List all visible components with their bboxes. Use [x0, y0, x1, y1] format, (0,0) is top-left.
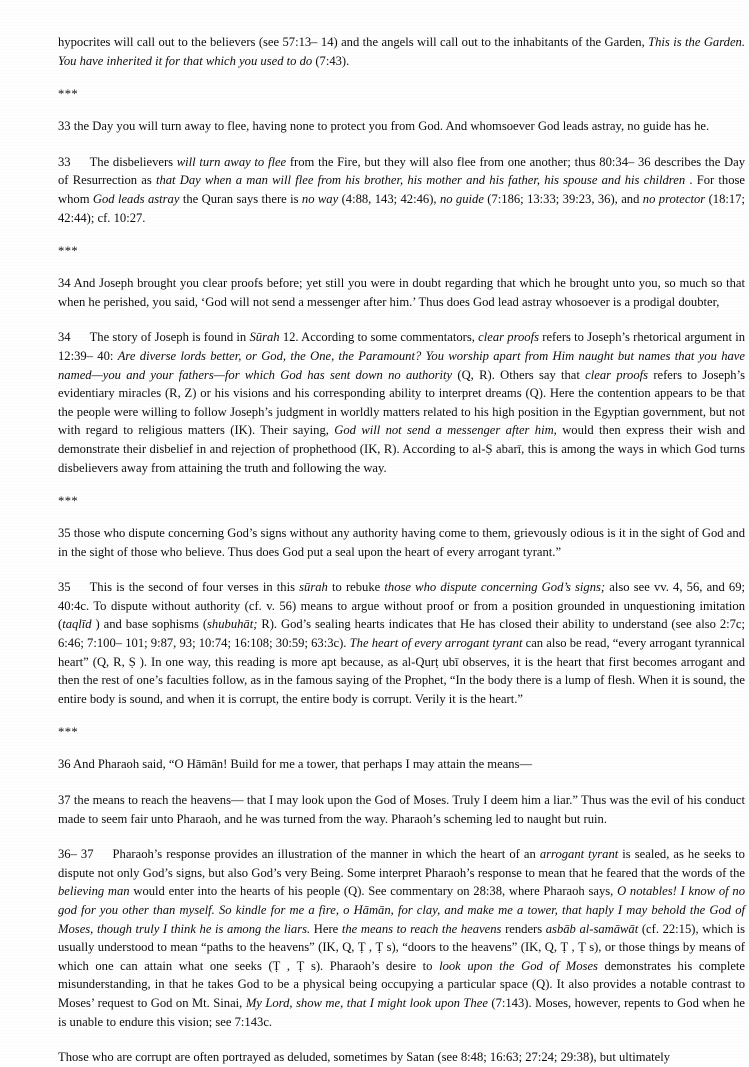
- body-text: refers to Joseph’s rhetorical argument in 12:39– 40:: [58, 330, 746, 363]
- section-separator: ***: [58, 87, 79, 102]
- body-text: the means to reach the heavens— that I may look upon the God of Moses. Truly I deem him a liar.” Thus was the evil of his conduct made to seem fair unto Pharaoh, and he was turned from the way. Pharaoh’s scheming led to naught but ruin.: [58, 793, 745, 826]
- body-text: hypocrites will call out to the believers (see 57:13– 14) and the angels will call out to the inhabitants of the Garden,: [58, 35, 649, 49]
- page-text-column: [58, 33, 745, 1067]
- body-text: the Quran says there is: [179, 191, 302, 206]
- emphasis-text: look upon the God of Moses: [439, 958, 598, 973]
- commentary-paragraph: [58, 578, 745, 708]
- verse-number: 34: [58, 276, 71, 291]
- body-text: is sealed, as he seeks to dispute not only God’s signs, but also God’s very Being. Some interpret Pharaoh’s response to mean that he feared that the words of the: [58, 847, 745, 880]
- body-text: demonstrates his complete misunderstanding, in that he takes God to be a physical being occupying a particular space (Q). It also provides a notable contrast to Moses’ request to God on Mt. Sinai,: [58, 958, 746, 1010]
- section-separator: ***: [58, 494, 79, 509]
- body-paragraph: [58, 1048, 745, 1067]
- body-text: This is the second of four verses in this: [89, 580, 300, 595]
- body-text: to rebuke: [327, 580, 385, 595]
- verse-paragraph: [58, 524, 745, 561]
- verse-number-gap: [71, 578, 90, 597]
- body-text: . For those whom: [58, 173, 745, 206]
- section-separator: ***: [58, 244, 79, 259]
- emphasis-text: will turn away to flee: [176, 154, 287, 169]
- emphasis-text: the means to reach the heavens: [341, 921, 502, 936]
- emphasis-text: shubuhāt;: [207, 617, 258, 632]
- verse-number-gap: [71, 153, 90, 172]
- body-text: (Q, R). Others say that: [452, 367, 586, 382]
- body-text: (7:186; 13:33; 39:23, 36), and: [483, 191, 643, 206]
- body-text: The story of Joseph is found in: [89, 330, 250, 345]
- emphasis-text: God will not send a messenger after him,: [334, 423, 557, 438]
- body-text: And Joseph brought you clear proofs before; yet still you were in doubt regarding that which he brought unto you, so much so that when he perished, you said, ‘God will not send a messenger after him.’ Thus does God lead astray whosoever is a prodigal doubter,: [58, 276, 745, 309]
- body-text: The disbelievers: [89, 154, 177, 169]
- body-text: R). God’s sealing hearts indicates that He has closed their ability to understand (see also 2:7c; 6:46; 7:100– 101; 9:87, 93; 10:74; 16:108; 30:59; 63:3c).: [58, 617, 745, 651]
- emphasis-text: believing man: [58, 884, 130, 899]
- verse-number-gap: [71, 328, 90, 347]
- commentary-paragraph: [58, 153, 745, 227]
- body-text: Here: [310, 921, 342, 936]
- emphasis-text: no guide: [439, 191, 484, 206]
- commentary-paragraph: [58, 845, 745, 1031]
- body-paragraph: [58, 33, 745, 70]
- emphasis-text: clear proofs: [585, 367, 649, 382]
- body-text: ) and base sophisms (: [91, 617, 208, 632]
- emphasis-text: Are diverse lords better, or God, the One, the Paramount? You worship apart from Him naught but names that you have named—you and your fathers—for which God has sent down no authority: [58, 348, 745, 382]
- body-text: And Pharaoh said, “O Hāmān! Build for me a tower, that perhaps I may attain the means—: [70, 757, 533, 772]
- emphasis-text: asbāb al-samāwāt: [545, 921, 639, 936]
- emphasis-text: sūrah: [299, 580, 328, 595]
- verse-number: 37: [58, 793, 71, 808]
- body-text: Pharaoh’s response provides an illustration of the manner in which the heart of an: [112, 847, 540, 862]
- emphasis-text: Sūrah: [249, 330, 280, 345]
- emphasis-text: My Lord, show me, that I might look upon Thee: [245, 995, 488, 1010]
- emphasis-text: O notables! I know of no god for you other than myself. So kindle for me a fire, o Hāmān, for clay, and make me a tower, that haply I may behold the God of Moses, though truly I think he is among the liars.: [58, 884, 745, 936]
- verse-number: 35: [58, 580, 71, 595]
- emphasis-text: This is the Garden. You have inherited it for that which you used to do: [58, 35, 745, 68]
- emphasis-text: those who dispute concerning God’s signs;: [384, 580, 606, 595]
- verse-number: 36– 37: [58, 847, 94, 862]
- verse-number: 36: [58, 757, 71, 772]
- body-text: would enter into the hearts of his people (Q). See commentary on 28:38, where Pharaoh says,: [129, 884, 618, 899]
- body-text: can also be read, “every arrogant tyrannical heart” (Q, R, Ṣ ). In one way, this reading is more apt because, as al-Qurṭ ubī observes, it is the heart that first becomes arrogant and then the rest of one’s faculties follow, as in the famous saying of the Prophet, “In the body there is a lump of flesh. When it is sound, the entire body is sound, and when it is corrupt, the entire body is corrupt. Verily it is the heart.”: [58, 636, 746, 706]
- body-text: those who dispute concerning God’s signs without any authority having come to them, grievously odious is it in the sight of God and in the sight of those who believe. Thus does God put a seal upon the heart of every arrogant tyrant.”: [58, 526, 745, 559]
- verse-number: 35: [58, 526, 71, 541]
- emphasis-text: that Day when a man will flee from his brother, his mother and his father, his spouse and his children: [155, 173, 686, 188]
- body-text: (18:17; 42:44); cf. 10:27.: [58, 191, 745, 225]
- body-text: would then express their wish and demonstrate their disbelief in and rejection of prophethood (IK, R). According to al-Ṣ abarī, this is among the ways in which God turns disbelievers away from attaining the truth and following the way.: [58, 423, 745, 475]
- body-text: (7:143). Moses, however, repents to God when he is unable to endure this vision; see 7:143c.: [58, 995, 745, 1029]
- emphasis-text: The heart of every arrogant tyrant: [349, 636, 523, 651]
- emphasis-text: arrogant tyrant: [539, 847, 619, 862]
- body-text: also see vv. 4, 56, and 69; 40:4c. To dispute without authority (cf. v. 56) means to argue without proof or from a position grounded in unquestioning imitation (: [58, 580, 746, 632]
- section-separator: ***: [58, 725, 79, 740]
- body-text: renders: [501, 921, 546, 936]
- body-text: (7:43).: [312, 53, 350, 68]
- body-text: 12. According to some commentators,: [279, 330, 479, 345]
- body-text: from the Fire, but they will also flee from one another; thus 80:34– 36 describes the Day of Resurrection as: [58, 154, 746, 188]
- body-text: refers to Joseph’s evidentiary miracles (R, Z) or his visions and his corresponding ability to interpret dreams (Q). Here the contention appears to be that the people were willing to follow Joseph’s judgment in worldly matters related to his high position in the Egyptian government, but not with regard to religious matters (IK). Their saying,: [58, 367, 745, 438]
- body-text: Those who are corrupt are often portrayed as deluded, sometimes by Satan (see 8:48; 16:63; 27:24; 29:38), but ultimately: [58, 1050, 671, 1065]
- verse-paragraph: [58, 791, 745, 828]
- verse-number-gap: [94, 845, 113, 864]
- verse-paragraph: [58, 755, 745, 774]
- body-text: (4:88, 143; 42:46),: [338, 191, 440, 206]
- verse-number: 33: [58, 119, 71, 134]
- emphasis-text: God leads astray: [92, 191, 180, 206]
- emphasis-text: clear proofs: [478, 330, 539, 345]
- emphasis-text: taqlīd: [62, 617, 92, 632]
- body-text: (cf. 22:15), which is usually understood to mean “paths to the heavens” (IK, Q, Ṭ , Ṭ s), “doors to the heavens” (IK, Q, Ṭ , Ṭ s), or those things by means of which one can attain what one seeks (Ṭ , Ṭ s). Pharaoh’s desire to: [58, 921, 746, 973]
- verse-number: 33: [58, 154, 71, 169]
- body-text: the Day you will turn away to flee, having none to protect you from God. And whomsoever God leads astray, no guide has he.: [70, 119, 710, 134]
- verse-paragraph: [58, 117, 745, 136]
- verse-paragraph: [58, 274, 745, 311]
- verse-number: 34: [58, 330, 71, 345]
- emphasis-text: no way: [301, 191, 339, 206]
- commentary-paragraph: [58, 328, 745, 477]
- emphasis-text: no protector: [642, 191, 706, 206]
